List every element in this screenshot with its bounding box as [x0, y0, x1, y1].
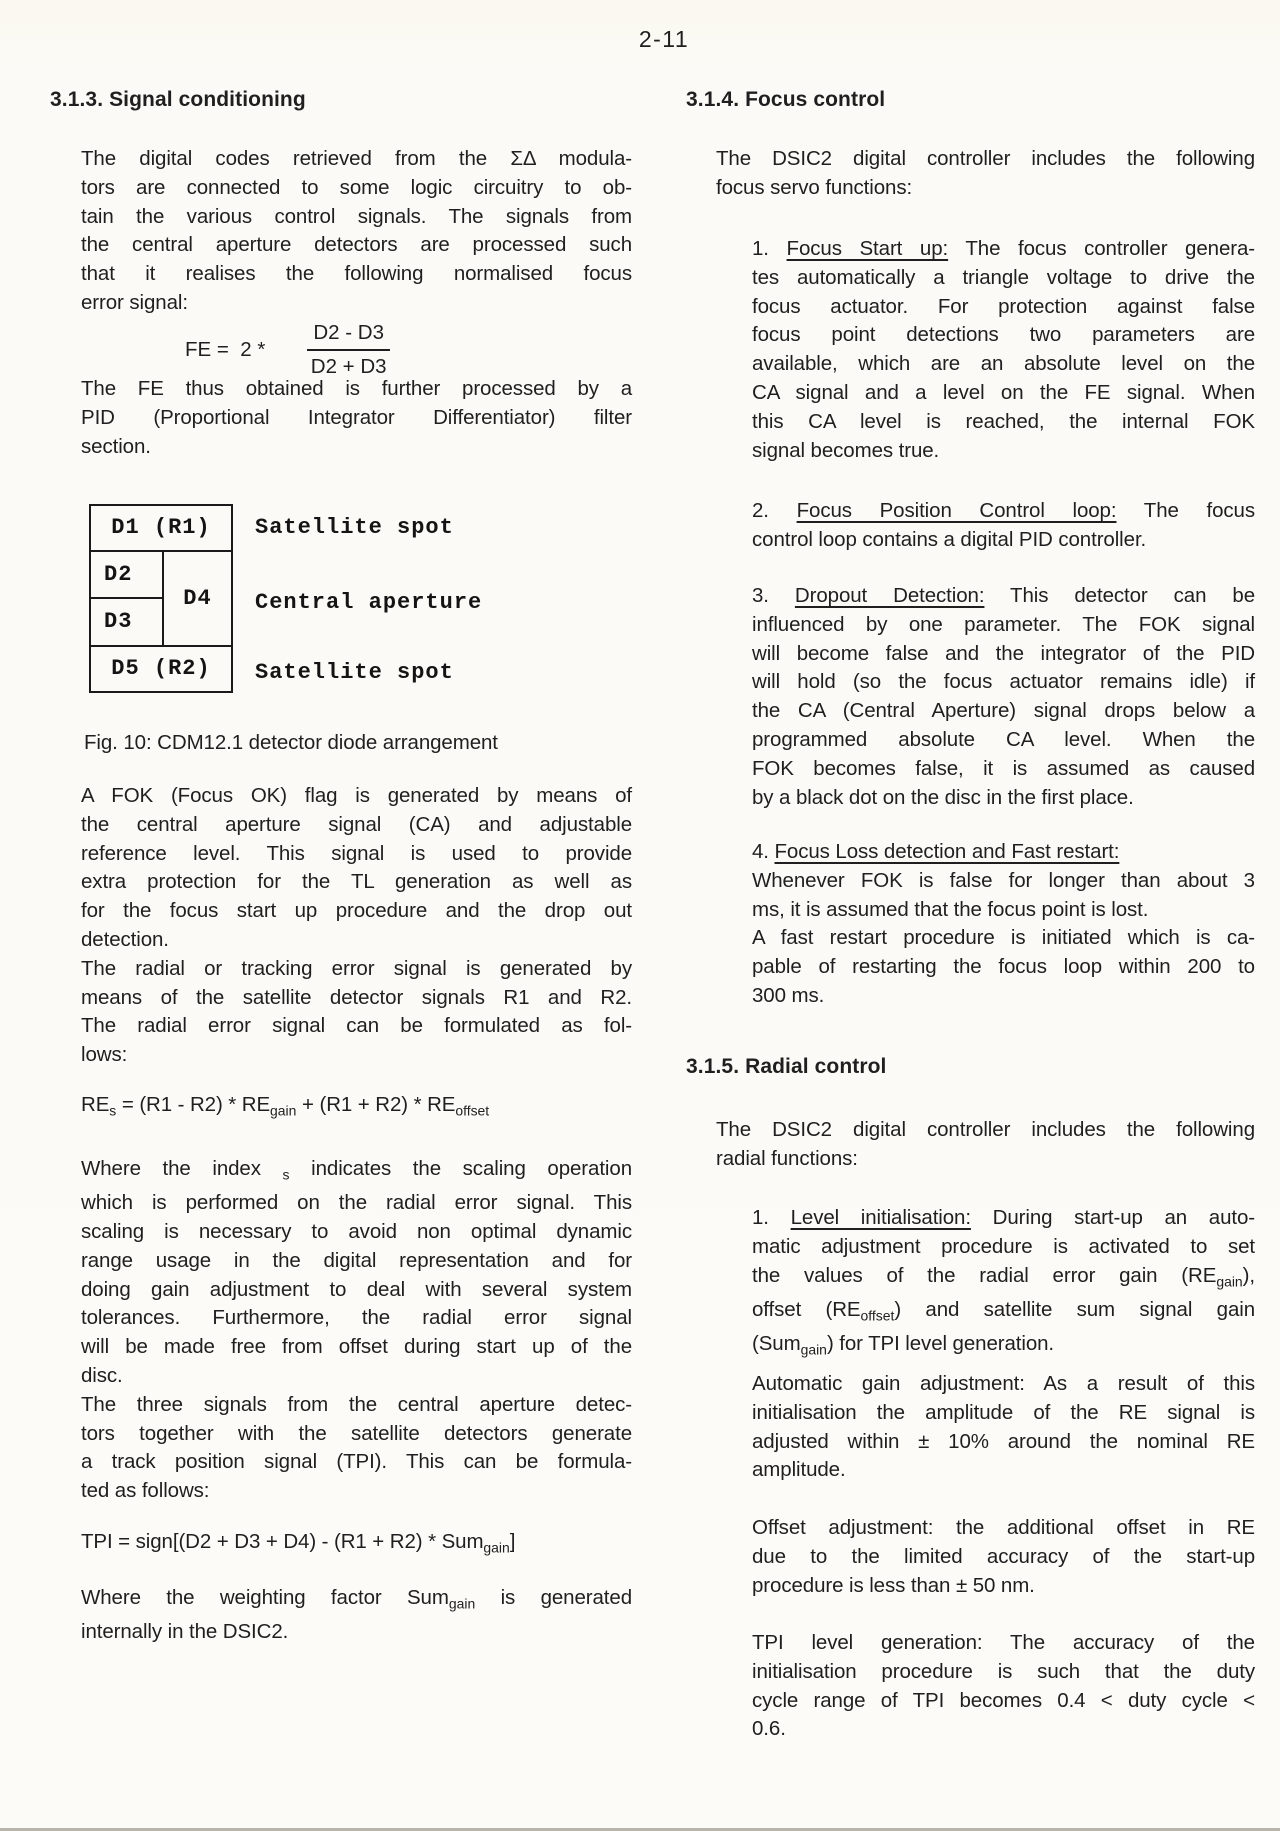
text-line: due to the limited accuracy of the start-up	[752, 1544, 1255, 1568]
text-line: The DSIC2 digital controller includes the following	[716, 147, 1255, 170]
text-line: will become false and the integrator of the PID	[752, 641, 1255, 665]
text-line: tors are connected to some logic circuitry to ob-	[81, 175, 632, 199]
text-line: amplitude.	[752, 1458, 846, 1482]
text-line: tors together with the satellite detectors generate	[81, 1421, 632, 1445]
figure-middle-row	[91, 552, 231, 647]
cell-d3: D3	[104, 609, 133, 634]
text-line: the values of the radial error gain $(RE_{gain})$,	[752, 1263, 1255, 1290]
text-line: a track position signal (TPI). This can be formula-	[81, 1450, 632, 1474]
text-line: ms, it is assumed that the focus point is lost.	[752, 897, 1149, 921]
formula-lhs: FE = 2 *	[185, 338, 266, 361]
text-line: ted as follows:	[81, 1479, 210, 1503]
text-line: 0.6.	[752, 1717, 786, 1741]
fraction	[307, 320, 390, 380]
cell-d4: D4	[183, 586, 212, 611]
text-line: matic adjustment procedure is activated to set	[752, 1234, 1255, 1258]
section-heading-signal-conditioning: 3.1.3. Signal conditioning	[50, 88, 306, 111]
text-line: will hold (so the focus actuator remains idle) if	[752, 670, 1255, 694]
text-line: for the focus start up procedure and the drop out	[81, 899, 632, 923]
text-line: focus servo functions:	[716, 175, 913, 199]
fraction-numerator: D2 - D3	[307, 320, 390, 351]
text-line: Offset adjustment: the additional offset in RE	[752, 1516, 1255, 1539]
text-line: radial functions:	[716, 1146, 858, 1170]
text-line: that it realises the following normalised focus	[81, 262, 632, 286]
text-line: (Sum$_{gain}$) for TPI level generation.	[752, 1332, 1055, 1358]
text-line: PID (Proportional Integrator Differentiator) filter	[81, 405, 632, 429]
paragraph-tpi-level-generation	[752, 1629, 1255, 1744]
text-line: Whenever FOK is false for longer than about 3	[752, 868, 1255, 892]
cell-d1: D1 (R1)	[91, 506, 231, 552]
text-line: The radial or tracking error signal is generated by	[81, 956, 632, 980]
text-line: programmed absolute CA level. When the	[752, 727, 1255, 751]
cell-d2: D2	[91, 552, 162, 599]
figure-label-central-aperture: Central aperture	[255, 590, 483, 615]
text-line: The digital codes retrieved from the ΣΔ modula-	[81, 147, 632, 170]
paragraph	[716, 1116, 1255, 1174]
list-item-focus-position-control-loop	[752, 497, 1255, 555]
paragraph	[81, 1155, 632, 1506]
text-line: the central aperture detectors are processed such	[81, 233, 632, 257]
page-number: 2-11	[638, 26, 690, 52]
text-line: available, which are an absolute level on the	[752, 352, 1255, 376]
text-line: reference level. This signal is used to provide	[81, 841, 632, 865]
text-line: doing gain adjustment to deal with several system	[81, 1277, 632, 1301]
text-line: TPI level generation: The accuracy of the	[752, 1631, 1255, 1654]
text-line: 300 ms.	[752, 983, 825, 1007]
text-line: signal becomes true.	[752, 438, 940, 462]
text-line: offset $(RE_{offset})$ and satellite sum signal gain	[752, 1297, 1255, 1324]
text-line: section.	[81, 434, 151, 458]
text-line: cycle range of TPI becomes 0.4 < duty cycle <	[752, 1688, 1255, 1712]
list-item-focus-start-up	[752, 235, 1255, 465]
text-line: tain the various control signals. The signals from	[81, 204, 632, 228]
text-line: TPI = sign[(D2 + D3 + D4) - (R1 + R2) * Sum$_{gain}$]	[81, 1530, 516, 1556]
text-line: The three signals from the central aperture detec-	[81, 1392, 632, 1416]
paragraph	[81, 1584, 632, 1647]
text-line: initialisation the amplitude of the RE signal is	[752, 1400, 1255, 1424]
figure-middle-left	[91, 552, 164, 645]
text-line: by a black dot on the disc in the first place.	[752, 785, 1134, 809]
text-line: The FE thus obtained is further processed by a	[81, 377, 632, 400]
cell-d5: D5 (R2)	[111, 656, 211, 681]
list-item-dropout-detection	[752, 582, 1255, 812]
text-line: the CA (Central Aperture) signal drops below a	[752, 699, 1255, 723]
text-line: adjusted within ± 10% around the nominal RE	[752, 1429, 1255, 1453]
text-line: tes automatically a triangle voltage to drive the	[752, 265, 1255, 289]
text-line: detection.	[81, 927, 169, 951]
text-line: scaling is necessary to avoid non optimal dynamic	[81, 1220, 632, 1244]
tpi-formula	[81, 1528, 632, 1562]
text-line: the central aperture signal (CA) and adjustable	[81, 812, 632, 836]
figure-box	[89, 504, 233, 693]
text-line: FOK becomes false, it is assumed as caused	[752, 756, 1255, 780]
text-line: 1. Focus Start up: The focus controller genera-	[752, 237, 1255, 260]
text-line: lows:	[81, 1043, 128, 1067]
list-item-level-initialisation	[752, 1204, 1255, 1364]
text-line: 3. Dropout Detection: This detector can be	[752, 584, 1255, 607]
text-line: procedure is less than ± 50 nm.	[752, 1573, 1035, 1597]
figure-label-satellite-spot-bottom: Satellite spot	[255, 660, 454, 685]
paragraph	[81, 782, 632, 1070]
text-line: influenced by one parameter. The FOK signal	[752, 612, 1255, 636]
text-line: pable of restarting the focus loop within 200 to	[752, 955, 1255, 979]
section-heading-focus-control: 3.1.4. Focus control	[686, 88, 886, 111]
paragraph	[81, 375, 632, 461]
text-line: which is performed on the radial error signal. This	[81, 1191, 632, 1215]
paragraph-automatic-gain-adjustment	[752, 1370, 1255, 1485]
text-line: focus actuator. For protection against false	[752, 294, 1255, 318]
figure-caption: Fig. 10: CDM12.1 detector diode arrangement	[84, 731, 498, 754]
text-line: Where the weighting factor Sum$_{gain}$ is generated	[81, 1586, 632, 1612]
text-line: The radial error signal can be formulated as fol-	[81, 1014, 632, 1038]
text-line: means of the satellite detector signals R1 and R2.	[81, 985, 632, 1009]
figure-detector-diode-arrangement	[89, 504, 559, 693]
text-line: 4. Focus Loss detection and Fast restart:	[752, 840, 1120, 863]
text-line: will be made free from offset during start up of the	[81, 1335, 632, 1359]
text-line: error signal:	[81, 290, 188, 314]
focus-error-formula	[185, 320, 390, 380]
list-item-focus-loss-detection	[752, 838, 1255, 1011]
text-line: extra protection for the TL generation as well as	[81, 870, 632, 894]
figure-label-satellite-spot-top: Satellite spot	[255, 515, 454, 540]
section-heading-radial-control: 3.1.5. Radial control	[686, 1055, 887, 1078]
text-line: internally in the DSIC2.	[81, 1620, 289, 1644]
text-line: range usage in the digital representation and for	[81, 1248, 632, 1272]
fraction-denominator: D2 + D3	[310, 355, 387, 378]
text-line: focus point detections two parameters are	[752, 323, 1255, 347]
text-line: control loop contains a digital PID controller.	[752, 527, 1147, 551]
text-line: A fast restart procedure is initiated which is ca-	[752, 926, 1255, 950]
text-line: Where the index $_s$ indicates the scaling operation	[81, 1157, 632, 1183]
text-line: The DSIC2 digital controller includes the following	[716, 1118, 1255, 1141]
text-line: disc.	[81, 1364, 123, 1388]
paragraph-offset-adjustment	[752, 1514, 1255, 1600]
text-line: CA signal and a level on the FE signal. When	[752, 380, 1255, 404]
text-line: 2. Focus Position Control loop: The focus	[752, 499, 1255, 522]
paragraph	[716, 145, 1255, 203]
text-line: $RE_s = (R1 - R2) * RE_{gain} + (R1 + R2) * RE_{offset}$	[81, 1093, 490, 1119]
text-line: initialisation procedure is such that the duty	[752, 1659, 1255, 1683]
text-line: A FOK (Focus OK) flag is generated by means of	[81, 784, 632, 807]
text-line: 1. Level initialisation: During start-up an auto-	[752, 1206, 1255, 1229]
text-line: this CA level is reached, the internal FOK	[752, 409, 1255, 433]
radial-error-formula	[81, 1091, 632, 1125]
text-line: Automatic gain adjustment: As a result of this	[752, 1372, 1255, 1395]
paragraph	[81, 145, 632, 318]
text-line: tolerances. Furthermore, the radial error signal	[81, 1306, 632, 1330]
